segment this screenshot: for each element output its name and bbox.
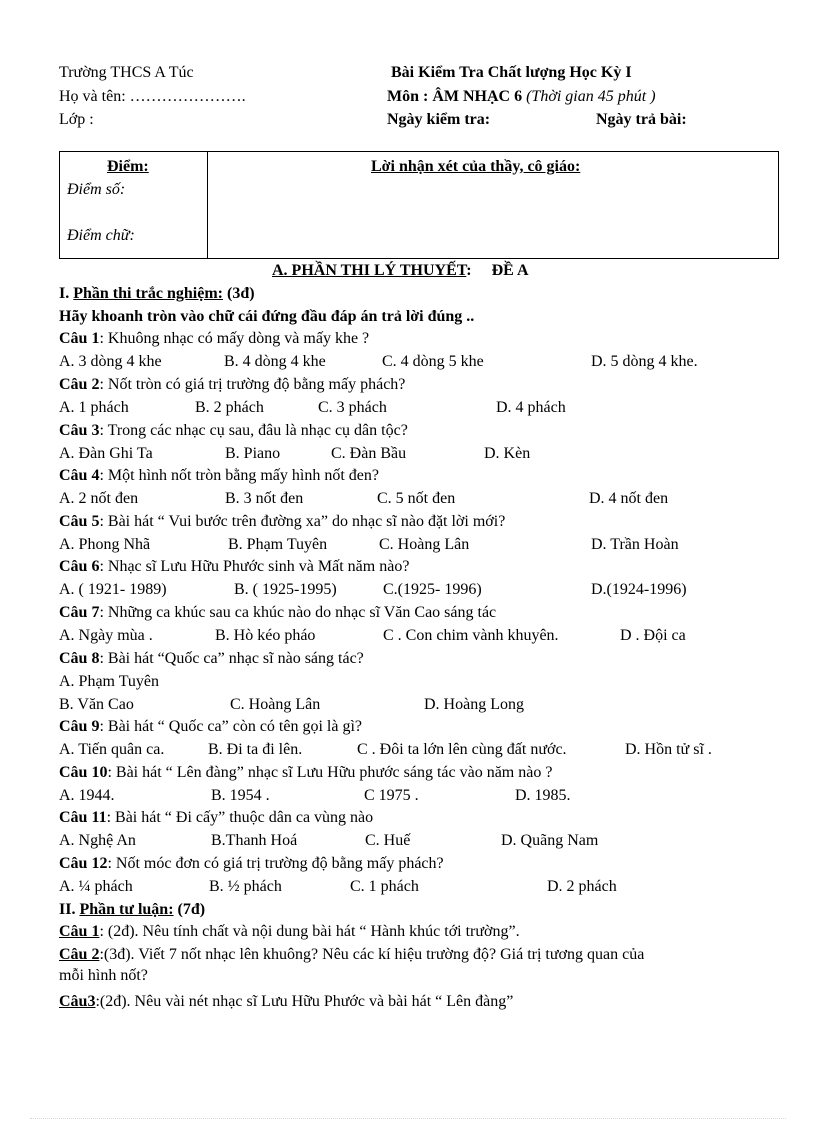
q8-option-d[interactable]: D. Hoàng Long — [424, 696, 524, 713]
exam-date-label: Ngày kiểm tra: — [387, 111, 491, 128]
question-2 — [59, 375, 405, 395]
essay-question-1 — [59, 922, 520, 942]
score-words-label: Điểm chữ: — [67, 227, 135, 244]
question-9 — [59, 717, 362, 737]
student-name-label: Họ và tên: …………………. — [59, 88, 246, 105]
q7-option-b[interactable]: B. Hò kéo pháo — [215, 627, 316, 644]
question-text: :(2đ). Nêu vài nét nhạc sĩ Lưu Hữu Phước và bài hát “ Lên đàng” — [95, 993, 514, 1010]
question-text: : Những ca khúc sau ca khúc nào do nhạc sĩ Văn Cao sáng tác — [99, 604, 497, 621]
section-a-colon: : — [466, 262, 472, 279]
q1-option-c[interactable]: C. 4 dòng 5 khe — [382, 353, 484, 370]
return-date-label: Ngày trả bài: — [596, 111, 687, 128]
q1-option-b[interactable]: B. 4 dòng 4 khe — [224, 353, 326, 370]
q5-option-d[interactable]: D. Trần Hoàn — [591, 536, 679, 553]
part1-title — [59, 284, 255, 304]
score-heading: Điểm: — [107, 158, 149, 175]
q12-option-c[interactable]: C. 1 phách — [350, 878, 419, 895]
part2-points: (7đ) — [173, 901, 206, 918]
question-label: Câu 1 — [59, 330, 100, 347]
question-label: Câu 6 — [59, 558, 100, 575]
question-text: : Bài hát “ Đi cấy” thuộc dân ca vùng nào — [106, 809, 374, 826]
q5-option-c[interactable]: C. Hoàng Lân — [379, 536, 470, 553]
question-label: Câu 5 — [59, 513, 100, 530]
q2-option-c[interactable]: C. 3 phách — [318, 399, 387, 416]
q10-option-d[interactable]: D. 1985. — [515, 787, 571, 804]
question-label: Câu 9 — [59, 718, 100, 735]
comment-heading: Lời nhận xét của thầy, cô giáo: — [371, 158, 581, 175]
question-text: : Bài hát “Quốc ca” nhạc sĩ nào sáng tác? — [99, 650, 364, 667]
question-text: : Nhạc sĩ Lưu Hữu Phước sinh và Mất năm nào? — [99, 558, 410, 575]
q7-option-c[interactable]: C . Con chim vành khuyên. — [383, 627, 559, 644]
part2-title — [59, 900, 205, 920]
section-a-title — [272, 261, 529, 281]
exam-title: Bài Kiểm Tra Chất lượng Học Kỳ I — [391, 64, 632, 81]
q12-option-d[interactable]: D. 2 phách — [547, 878, 617, 895]
score-comment-box — [59, 151, 779, 259]
question-text: : Khuông nhạc có mấy dòng và mấy khe ? — [99, 330, 370, 347]
question-text: : Nốt móc đơn có giá trị trường độ bằng mấy phách? — [107, 855, 444, 872]
q9-option-c[interactable]: C . Đôi ta lớn lên cùng đất nước. — [357, 741, 567, 758]
exam-duration: (Thời gian 45 phút ) — [526, 88, 656, 105]
essay-question-3 — [59, 992, 513, 1012]
subject-line — [387, 87, 656, 107]
question-4 — [59, 466, 379, 486]
question-label: Câu 8 — [59, 650, 100, 667]
question-text: : Bài hát “ Vui bước trên đường xa” do nhạc sĩ nào đặt lời mới? — [99, 513, 506, 530]
q2-option-d[interactable]: D. 4 phách — [496, 399, 566, 416]
q8-option-c[interactable]: C. Hoàng Lân — [230, 696, 321, 713]
q6-option-b[interactable]: B. ( 1925-1995) — [234, 581, 337, 598]
question-3 — [59, 421, 408, 441]
q2-option-b[interactable]: B. 2 phách — [195, 399, 264, 416]
q6-option-d[interactable]: D.(1924-1996) — [591, 581, 687, 598]
question-label: Câu 2 — [59, 946, 100, 963]
question-label: Câu 2 — [59, 376, 100, 393]
q12-option-b[interactable]: B. ½ phách — [209, 878, 282, 895]
part1-points: (3đ) — [223, 285, 255, 302]
question-7 — [59, 603, 496, 623]
q5-option-a[interactable]: A. Phong Nhã — [59, 536, 151, 553]
page-bottom-border — [30, 1118, 786, 1119]
q11-option-d[interactable]: D. Quãng Nam — [501, 832, 599, 849]
q1-option-a[interactable]: A. 3 dòng 4 khe — [59, 353, 162, 370]
q9-option-a[interactable]: A. Tiến quân ca. — [59, 741, 165, 758]
q7-option-a[interactable]: A. Ngày mùa . — [59, 627, 153, 644]
q4-option-a[interactable]: A. 2 nốt đen — [59, 490, 139, 507]
question-label: Câu 10 — [59, 764, 108, 781]
q10-option-b[interactable]: B. 1954 . — [211, 787, 270, 804]
question-text: : Bài hát “ Lên đàng” nhạc sĩ Lưu Hữu phước sáng tác vào năm nào ? — [107, 764, 553, 781]
q9-option-b[interactable]: B. Đi ta đi lên. — [208, 741, 303, 758]
q10-option-a[interactable]: A. 1944. — [59, 787, 115, 804]
part2-heading: Phần tư luận: — [79, 901, 174, 918]
question-11 — [59, 808, 373, 828]
q7-option-d[interactable]: D . Đội ca — [620, 627, 686, 644]
q6-option-a[interactable]: A. ( 1921- 1989) — [59, 581, 167, 598]
q2-option-a[interactable]: A. 1 phách — [59, 399, 129, 416]
subject-name: Môn : ÂM NHẠC 6 — [387, 88, 523, 105]
q11-option-c[interactable]: C. Huế — [365, 832, 411, 849]
q12-option-a[interactable]: A. ¼ phách — [59, 878, 133, 895]
q4-option-b[interactable]: B. 3 nốt đen — [225, 490, 304, 507]
q4-option-c[interactable]: C. 5 nốt đen — [377, 490, 456, 507]
q5-option-b[interactable]: B. Phạm Tuyên — [228, 536, 328, 553]
q6-option-c[interactable]: C.(1925- 1996) — [383, 581, 482, 598]
question-label: Câu 11 — [59, 809, 107, 826]
question-1 — [59, 329, 369, 349]
essay-question-2 — [59, 945, 644, 965]
q3-option-a[interactable]: A. Đàn Ghi Ta — [59, 445, 153, 462]
q11-option-a[interactable]: A. Nghệ An — [59, 832, 136, 849]
question-label: Câu 4 — [59, 467, 100, 484]
essay-question-2-continued: mỗi hình nốt? — [59, 967, 148, 984]
q10-option-c[interactable]: C 1975 . — [364, 787, 419, 804]
box-divider — [207, 152, 208, 258]
q3-option-c[interactable]: C. Đàn Bầu — [331, 445, 407, 462]
q4-option-d[interactable]: D. 4 nốt đen — [589, 490, 669, 507]
part1-prefix: I. — [59, 285, 74, 302]
question-text: : Nốt tròn có giá trị trường độ bằng mấy phách? — [99, 376, 406, 393]
class-label: Lớp : — [59, 111, 94, 128]
q9-option-d[interactable]: D. Hồn tử sĩ . — [625, 741, 712, 758]
question-6 — [59, 557, 409, 577]
question-label: Câu3 — [59, 993, 96, 1010]
question-label: Câu 7 — [59, 604, 100, 621]
q11-option-b[interactable]: B.Thanh Hoá — [211, 832, 298, 849]
question-8 — [59, 649, 364, 669]
question-text: :(3đ). Viết 7 nốt nhạc lên khuông? Nêu các kí hiệu trường độ? Giá trị tương quan của — [99, 946, 645, 963]
exam-variant: ĐỀ A — [491, 262, 529, 279]
q1-option-d[interactable]: D. 5 dòng 4 khe. — [591, 353, 698, 370]
question-label: Câu 12 — [59, 855, 108, 872]
question-10 — [59, 763, 552, 783]
q3-option-b[interactable]: B. Piano — [225, 445, 281, 462]
question-text: : Bài hát “ Quốc ca” còn có tên gọi là gì? — [99, 718, 363, 735]
part1-instruction: Hãy khoanh tròn vào chữ cái đứng đầu đáp án trả lời đúng .. — [59, 308, 475, 325]
question-text: : (2đ). Nêu tính chất và nội dung bài hát “ Hành khúc tới trường”. — [99, 923, 520, 940]
question-5 — [59, 512, 505, 532]
q3-option-d[interactable]: D. Kèn — [484, 445, 531, 462]
q8-option-b[interactable]: B. Văn Cao — [59, 696, 134, 713]
score-number-label: Điểm số: — [67, 181, 126, 198]
question-label: Câu 3 — [59, 422, 100, 439]
section-a-heading: A. PHẦN THI LÝ THUYẾT — [272, 262, 467, 279]
q8-option-a[interactable]: A. Phạm Tuyên — [59, 673, 160, 690]
school-name: Trường THCS A Túc — [59, 64, 194, 81]
question-text: : Một hình nốt tròn bằng mấy hình nốt đen? — [99, 467, 379, 484]
part2-prefix: II. — [59, 901, 80, 918]
question-label: Câu 1 — [59, 923, 100, 940]
question-text: : Trong các nhạc cụ sau, đâu là nhạc cụ dân tộc? — [99, 422, 408, 439]
part1-heading: Phần thi trắc nghiệm: — [73, 285, 224, 302]
question-12 — [59, 854, 444, 874]
